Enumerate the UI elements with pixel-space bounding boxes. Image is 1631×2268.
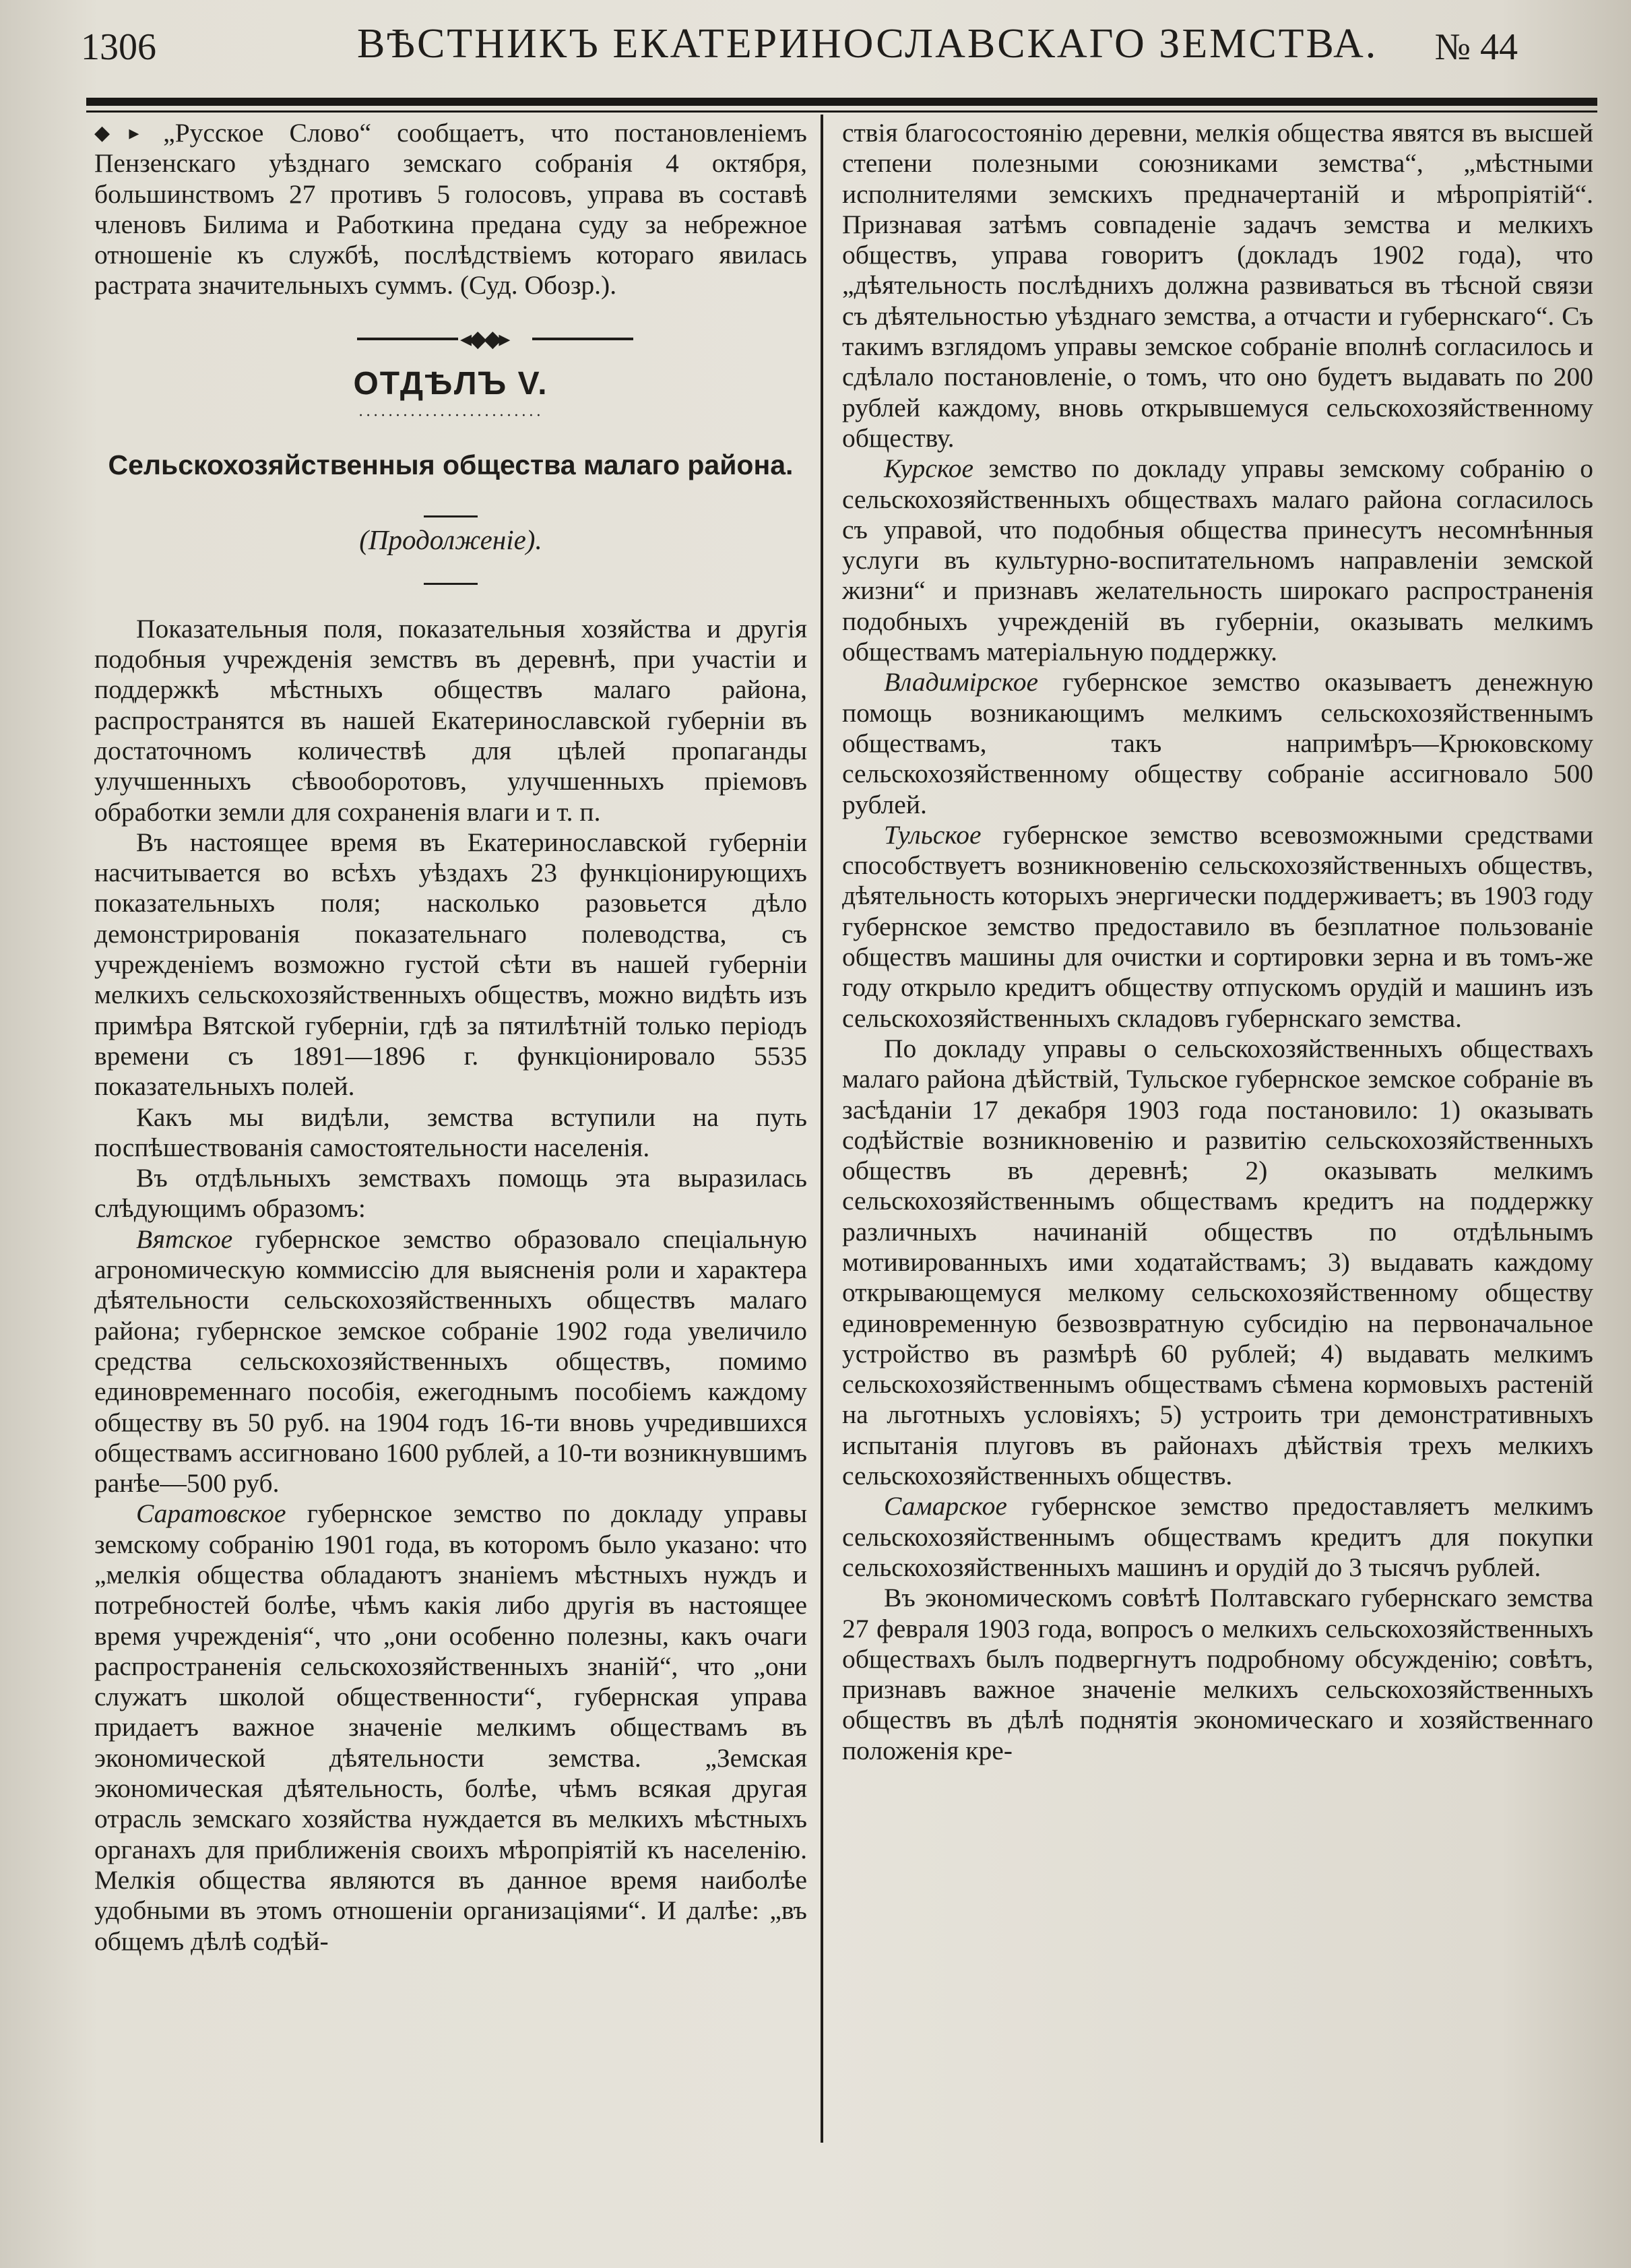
paragraph: Вятское губернское земство образовало спеціальную агрономическую коммиссію для выясненія роли и характера дѣятельности сельскохозяйственныхъ обществъ малаго района; губернское земское собраніе 1902 года увеличило средства сельскохозяйственныхъ обществъ, помимо единовременнаго пособія, ежегоднымъ пособіемъ каждому обществу въ 50 руб. на 1904 годъ 16-ти вновь учредившихся обществамъ ассигновано 1600 рублей, а 10-ти возникнувшимъ ранѣе—500 руб. (94, 1224, 807, 1499)
paragraph: По докладу управы о сельскохозяйственныхъ обществахъ малаго района дѣйствій, Тульское губернское земское собраніе въ засѣданіи 17 декабря 1903 года постановило: 1) оказывать содѣйствіе возникновенію и развитію сельскохозяйственныхъ обществъ въ деревнѣ; 2) оказывать мелкимъ сельскохозяйственнымъ обществамъ кредитъ на поддержку различныхъ начинаній обществъ по отдѣльнымъ мотивированныхъ ими ходатайствамъ; 3) выдавать каждому открывающемуся мелкому сельскохозяйственному обществу единовременную безвозвратную субсидію на первоначальное устройство въ размѣрѣ 60 рублей; 4) выдавать мелкимъ сельскохозяйственнымъ обществамъ сѣмена кормовыхъ растеній на льготныхъ условіяхъ; 5) устроить три демонстративныхъ испытанія плуговъ въ районахъ дѣйствія трехъ мелкихъ сельскохозяйственныхъ обществъ. (842, 1033, 1593, 1491)
zemstvo-name: Курское (884, 453, 974, 484)
news-item (94, 118, 807, 301)
paragraph: Самарское губернское земство предоставляетъ мелкимъ сельскохозяйственнымъ обществамъ кредитъ для покупки сельскохозяйственныхъ машинъ и орудій до 3 тысячъ рублей. (842, 1491, 1593, 1582)
paragraph: Владимірское губернское земство оказываетъ денежную помощь возникающимъ мелкимъ сельскохозяйственнымъ обществамъ, такъ напримѣръ—Крюковскому сельскохозяйственному обществу собраніе ассигновало 500 рублей. (842, 667, 1593, 819)
news-text: „Русское Слово“ сообщаетъ, что постановленіемъ Пензенскаго уѣзднаго земскаго собранія 4 октября, большинствомъ 27 противъ 5 голосовъ, управа въ составѣ членовъ Билима и Работкина предана суду за небрежное отношеніе къ службѣ, послѣдствіемъ котораго явилась растрата значительныхъ суммъ. (Суд. Обозр.). (94, 118, 807, 301)
page-number: 1306 (81, 26, 156, 68)
ornament-icon: ◂◆◆▸ (460, 326, 508, 352)
zemstvo-name: Владимірское (884, 667, 1039, 697)
right-column (842, 118, 1593, 1766)
zemstvo-name: Самарское (884, 1491, 1007, 1521)
column-separator (821, 115, 823, 2143)
header-rule-thick (86, 98, 1597, 106)
paragraph: Какъ мы видѣли, земства вступили на путь поспѣшествованія самостоятельности населенія. (94, 1102, 807, 1162)
short-rule (94, 494, 807, 518)
zemstvo-name: Саратовское (136, 1499, 286, 1529)
section-title: ОТДѢЛЪ V. (353, 365, 548, 402)
zemstvo-name: Тульское (884, 819, 982, 850)
paragraph: Курское земство по докладу управы земскому собранію о сельскохозяйственныхъ обществахъ малаго района согласилось съ управой, что подобныя общества принесутъ несомнѣнныя услуги въ культурно-воспитательномъ направленіи земской жизни“ и признавъ желательность широкаго распространенія подобныхъ учрежденій въ губерніи, оказывать мелкимъ обществамъ матеріальную поддержку. (842, 453, 1593, 667)
continued-note: (Продолженіе). (359, 524, 542, 555)
paragraph: Показательныя поля, показательныя хозяйства и другія подобныя учрежденія земствъ въ деревнѣ, при участіи и поддержкѣ мѣстныхъ обществъ малаго района, распространятся въ нашей Екатеринославской губерніи въ достаточномъ количествѣ для цѣлей пропаганды улучшенныхъ сѣвооборотовъ, улучшенныхъ пріемовъ обработки земли для сохраненія влаги и т. п. (94, 613, 807, 827)
paragraph: Въ экономическомъ совѣтѣ Полтавскаго губернскаго земства 27 февраля 1903 года, вопросъ о мелкихъ сельскохозяйственныхъ обществахъ былъ подвергнутъ подробному обсужденію; совѣтъ, признавъ важное значеніе мелкихъ сельскохозяйственныхъ обществъ въ дѣлѣ поднятія экономическаго и хозяйственнаго положенія кре- (842, 1583, 1593, 1765)
short-rule (94, 561, 807, 586)
zemstvo-name: Вятское (136, 1224, 233, 1254)
dotted-rule: ························· (358, 406, 544, 424)
paragraph: Тульское губернское земство всевозможными средствами способствуетъ возникновенію сельскохозяйственныхъ обществъ, дѣятельность которыхъ энергически поддерживаетъ; въ 1903 году губернское земство предоставило въ безплатное пользованіе обществъ машины для очистки и сортировки зерна и въ томъ-же году открыло кредитъ обществу отпускомъ орудій и машинъ изъ сельскохозяйственныхъ складовъ губернскаго земства. (842, 819, 1593, 1033)
issue-number: № 44 (1434, 26, 1518, 68)
paragraph: Саратовское губернское земство по докладу управы земскому собранію 1901 года, въ которомъ было указано: что „мелкія общества обладаютъ знаніемъ мѣстныхъ нуждъ и потребностей болѣе, чѣмъ какія либо другія въ настоящее время учрежденія“, что „они особенно полезны, какъ очаги распространенія сельскохозяйственныхъ знаній“, что „они служатъ школой общественности“, губернская управа придаетъ важное значеніе мелкимъ обществамъ въ экономической дѣятельности земства. „Земская экономическая дѣятельность, болѣе, чѣмъ всякая другая отрасль земскаго хозяйства нуждается въ мелкихъ мѣстныхъ органахъ для приближенія своихъ мѣропріятій къ населенію. Мелкія общества являются въ данное время наиболѣе удобными въ этомъ отношеніи организаціями“. И далѣе: „въ общемъ дѣлѣ содѣй- (94, 1499, 807, 1956)
diamond-bullet-icon: ◆▸ (94, 122, 164, 144)
paragraph: Въ отдѣльныхъ земствахъ помощь эта выразилась слѣдующимъ образомъ: (94, 1163, 807, 1224)
paragraph: ствія благосостоянію деревни, мелкія общества явятся въ высшей степени полезными союзниками земства“, „мѣстными исполнителями земскихъ предначертаній и мѣропріятій“. Признавая затѣмъ совпаденіе задачъ земства и мелкихъ обществъ, управа говоритъ (докладъ 1902 года), что „дѣятельность послѣднихъ должна развиваться въ тѣсной связи съ дѣятельностью уѣзднаго земства, а отчасти и губернскаго“. Съ такимъ взглядомъ управы земское собраніе вполнѣ согласилось и сдѣлало постановленіе, о томъ, что оно будетъ выдавать по 200 рублей каждому, вновь открывшемуся сельскохозяйственному обществу. (842, 118, 1593, 453)
ornament-divider (94, 319, 807, 359)
paragraph: Въ настоящее время въ Екатеринославской губерніи насчитывается во всѣхъ уѣздахъ 23 функціонирующихъ показательныхъ поля; насколько разовьется дѣло демонстрированія показательнаго полеводства, съ учрежденіемъ возможно густой сѣти въ нашей губерніи мелкихъ сельскохозяйственныхъ обществъ, можно видѣть изъ примѣра Вятской губерніи, гдѣ за пятилѣтній только періодъ времени съ 1891—1896 г. функціонировало 5535 показательныхъ полей. (94, 827, 807, 1102)
journal-title: ВѢСТНИКЪ ЕКАТЕРИНОСЛАВСКАГО ЗЕМСТВА. (357, 21, 1378, 67)
left-column (94, 118, 807, 1957)
article-title: Сельскохозяйственныя общества малаго района. (108, 449, 794, 480)
header-rule-thin (86, 111, 1597, 113)
